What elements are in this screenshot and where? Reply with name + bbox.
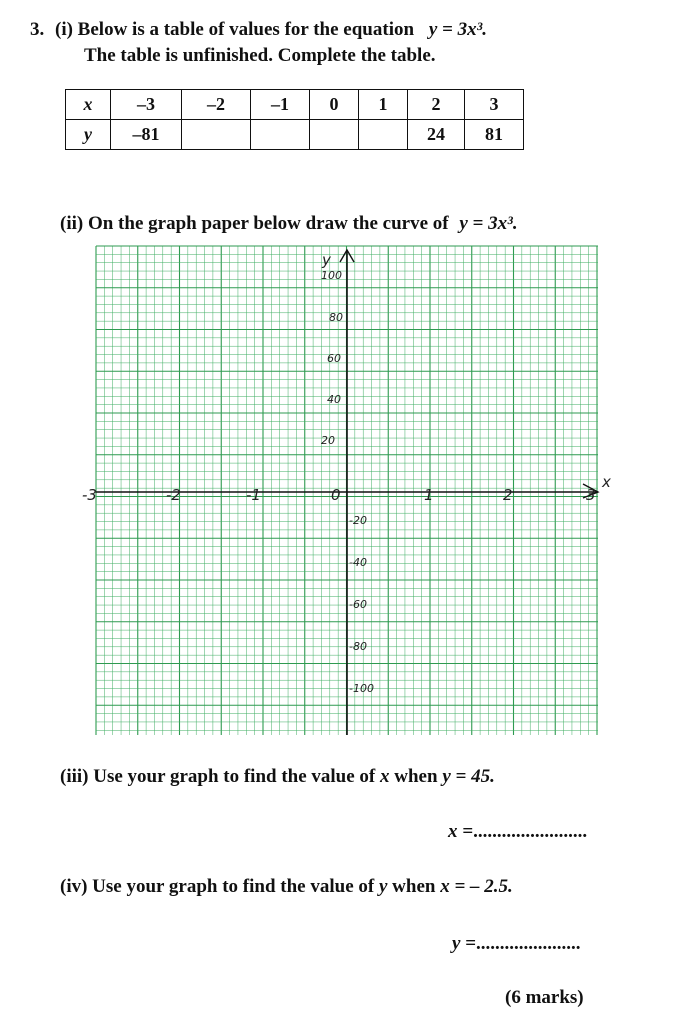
x-tick-label: 3: [586, 486, 596, 504]
x-axis-label: x: [602, 473, 611, 491]
table-cell: 81: [465, 120, 524, 150]
table-cell: 1: [359, 90, 408, 120]
part-ii-prefix: (ii) On the graph paper below draw the curve of: [60, 213, 449, 234]
part-ii-equation: y = 3x³.: [459, 213, 518, 234]
y-tick-label: -100: [349, 682, 374, 695]
part-iii-text: [60, 765, 495, 789]
y-tick-label: -60: [349, 598, 367, 611]
answer-y: [452, 932, 581, 956]
marks-label: (6 marks): [505, 987, 584, 1008]
table-cell: –2: [182, 90, 251, 120]
x-tick-label: -3: [82, 486, 97, 504]
part-iv-text: [60, 875, 513, 899]
part-iv-prefix: (iv) Use your graph to find the value of: [60, 876, 375, 897]
part-i-equation: y = 3x³.: [428, 19, 488, 40]
answer-x: [448, 820, 587, 844]
table-cell: –81: [111, 120, 182, 150]
answer-y-label: y =: [452, 933, 477, 954]
part-iii-var: x: [380, 766, 390, 787]
table-cell: –3: [111, 90, 182, 120]
y-tick-label: 80: [329, 311, 343, 324]
y-tick-label: -20: [349, 514, 367, 527]
table-cell: 2: [408, 90, 465, 120]
part-iii-condition: y = 45.: [442, 766, 495, 787]
x-tick-label: 1: [424, 486, 434, 504]
part-iv-when: when: [392, 876, 436, 897]
table-header-y: y: [66, 120, 111, 150]
answer-y-blank[interactable]: ......................: [476, 933, 581, 954]
part-iii-prefix: (iii) Use your graph to find the value of: [60, 766, 376, 787]
x-tick-label: -2: [166, 486, 181, 504]
x-tick-label: 2: [503, 486, 513, 504]
tick-labels: [82, 269, 596, 695]
y-tick-label: 60: [327, 352, 341, 365]
part-i-instruction: The table is unfinished. Complete the table.: [84, 45, 436, 66]
table-cell: –1: [251, 90, 310, 120]
table-cell: 0: [310, 90, 359, 120]
question-number: 3.: [30, 19, 45, 40]
part-iv-condition: x = – 2.5.: [440, 876, 513, 897]
y-tick-label: 100: [321, 269, 342, 282]
y-tick-label: 40: [327, 393, 341, 406]
table-cell: 24: [408, 120, 465, 150]
table-cell: 3: [465, 90, 524, 120]
x-tick-label: -1: [246, 486, 261, 504]
part-i-text: (i) Below is a table of values for the equation: [55, 19, 415, 40]
part-iii-when: when: [394, 766, 438, 787]
y-axis-label: y: [322, 251, 331, 269]
part-iv-var: y: [378, 876, 388, 897]
x-tick-label: 0: [331, 486, 341, 504]
y-tick-label: -40: [349, 556, 367, 569]
y-tick-label: -80: [349, 640, 367, 653]
y-tick-label: 20: [321, 434, 335, 447]
table-header-x: x: [66, 90, 111, 120]
answer-x-blank[interactable]: ........................: [473, 821, 588, 842]
answer-x-label: x =: [448, 821, 474, 842]
